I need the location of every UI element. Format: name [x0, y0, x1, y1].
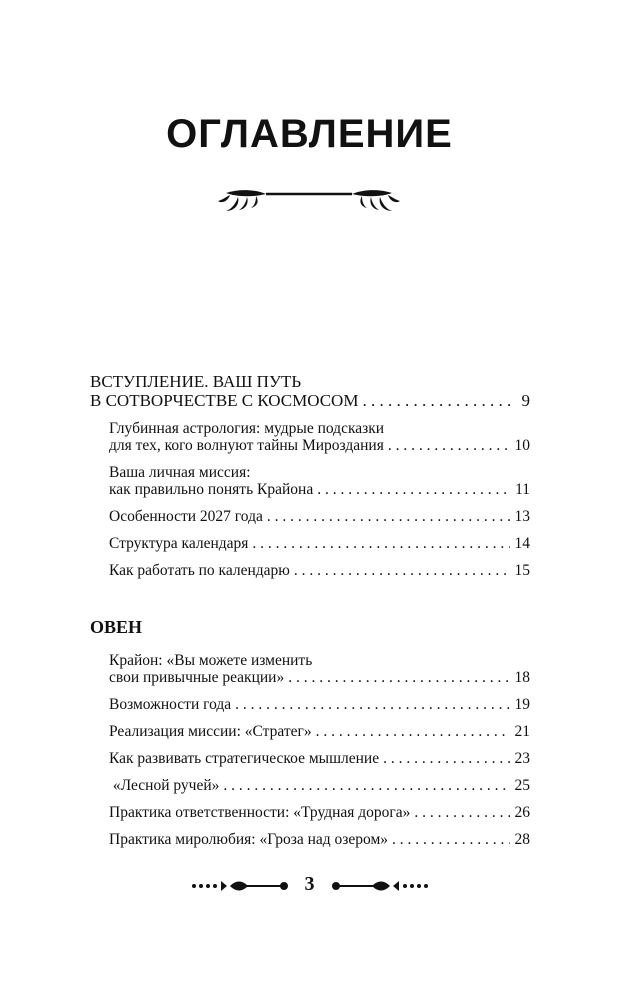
- toc-entry[interactable]: [109, 696, 530, 713]
- toc-entry-page: 23: [514, 750, 530, 767]
- toc-intro-line1: ВСТУПЛЕНИЕ. ВАШ ПУТЬ: [90, 372, 302, 391]
- toc-entry-page: 21: [514, 723, 530, 740]
- toc-entry[interactable]: [109, 464, 530, 498]
- toc-entry-title: свои привычные реакции»: [109, 669, 285, 686]
- dot-leader: [252, 535, 510, 552]
- dot-leader: [288, 669, 510, 686]
- toc-entry-title: Как работать по календарю: [109, 562, 290, 579]
- dot-leader: [388, 437, 510, 454]
- toc-entry-title: Практика ответственности: «Трудная дорога»: [109, 804, 411, 821]
- dot-leader: [294, 562, 510, 579]
- toc-entry-title: Структура календаря: [109, 535, 249, 552]
- toc-entry-title: Реализация миссии: «Стратег»: [109, 723, 312, 740]
- toc-intro-items: [109, 420, 530, 579]
- toc-entry-title: Практика миролюбия: «Гроза над озером»: [109, 831, 389, 848]
- dot-leader: [316, 723, 510, 740]
- dot-leader: [223, 777, 510, 794]
- toc-entry[interactable]: [90, 391, 530, 410]
- toc-entry[interactable]: [109, 723, 530, 740]
- toc-entry-page: 28: [514, 831, 530, 848]
- table-of-contents: [90, 372, 530, 848]
- toc-entry[interactable]: [109, 508, 530, 525]
- toc-section-items: [109, 652, 530, 848]
- toc-entry-title: Особенности 2027 года: [109, 508, 263, 525]
- toc-entry[interactable]: [109, 652, 530, 686]
- toc-entry[interactable]: [109, 804, 530, 821]
- dot-leader: [392, 831, 510, 848]
- toc-entry-title: «Лесной ручей»: [109, 777, 220, 794]
- toc-entry-page: 14: [514, 535, 530, 552]
- page-title: ОГЛАВЛЕНИЕ: [166, 112, 453, 156]
- flourish-divider-icon: [216, 183, 402, 215]
- toc-entry[interactable]: [109, 535, 530, 552]
- dot-leader: [414, 804, 510, 821]
- toc-entry-page: 15: [514, 562, 530, 579]
- toc-entry-title-line1: Крайон: «Вы можете изменить: [109, 652, 313, 669]
- toc-entry-page: 26: [514, 804, 530, 821]
- toc-section-heading: ОВЕН: [90, 617, 143, 637]
- toc-entry[interactable]: [109, 562, 530, 579]
- dot-leader: [267, 508, 510, 525]
- toc-entry-title-line1: Глубинная астрология: мудрые подсказки: [109, 420, 385, 437]
- toc-entry[interactable]: [109, 831, 530, 848]
- toc-entry-page: 18: [514, 669, 530, 686]
- toc-entry-title: для тех, кого волнуют тайны Мироздания: [109, 437, 384, 454]
- dot-leader: [317, 481, 510, 498]
- toc-entry[interactable]: [109, 777, 530, 794]
- dot-leader: [383, 750, 510, 767]
- toc-entry-page: 10: [514, 437, 530, 454]
- dot-leader: [235, 696, 510, 713]
- dot-leader: [362, 391, 510, 410]
- toc-entry[interactable]: [109, 420, 530, 454]
- toc-entry-title: как правильно понять Крайона: [109, 481, 314, 498]
- toc-entry-title: Как развивать стратегическое мышление: [109, 750, 380, 767]
- toc-entry-page: 9: [521, 391, 530, 410]
- toc-entry[interactable]: [109, 750, 530, 767]
- toc-entry-page: 19: [514, 696, 530, 713]
- toc-entry-page: 25: [514, 777, 530, 794]
- page-number: 3: [304, 873, 315, 895]
- toc-entry-title-line1: Ваша личная миссия:: [109, 464, 251, 481]
- toc-entry-title: Возможности года: [109, 696, 232, 713]
- toc-entry-page: 11: [515, 481, 530, 498]
- toc-entry-title: В СОТВОРЧЕСТВЕ С КОСМОСОМ: [90, 391, 359, 410]
- toc-entry-page: 13: [514, 508, 530, 525]
